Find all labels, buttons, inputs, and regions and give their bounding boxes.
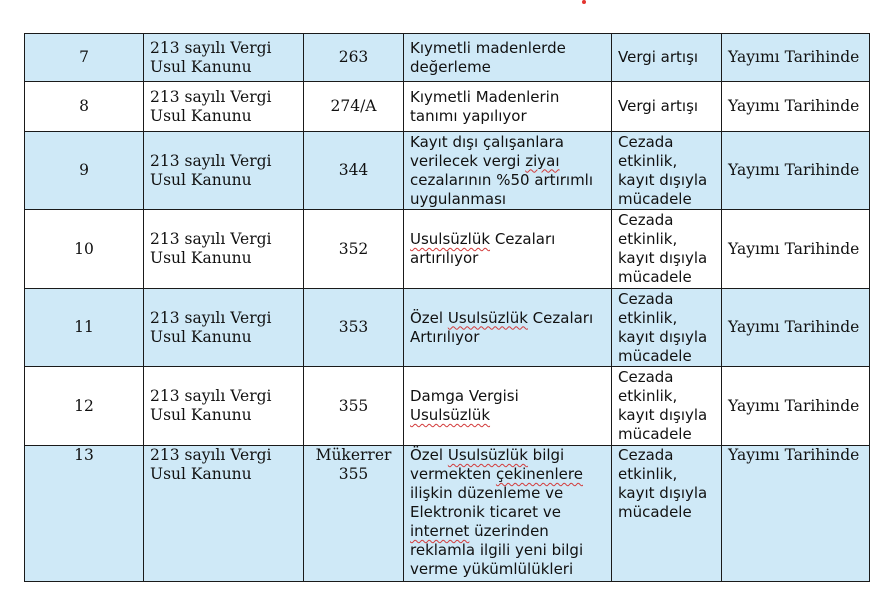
article-number	[304, 367, 404, 446]
red-dot-mark	[582, 0, 586, 4]
title-line: Kayıt dışı çalışanlara	[410, 132, 564, 151]
purpose-line: etkinlik,	[618, 151, 678, 170]
title-line: artırılıyor	[410, 249, 479, 267]
article-line: 263	[338, 48, 369, 66]
article-number	[304, 446, 404, 582]
purpose-line: kayıt dışıyla	[618, 406, 708, 424]
article-line: 353	[338, 318, 369, 336]
amendment-purpose	[612, 367, 722, 446]
law-line: Usul Kanunu	[150, 327, 252, 346]
law-line: 213 sayılı Vergi	[150, 308, 272, 327]
row-number: 9	[25, 132, 144, 210]
amendment-title	[404, 367, 612, 446]
article-line: 355	[338, 465, 369, 483]
row-number: 10	[25, 210, 144, 289]
title-line: cezalarının %50 artırımlı	[410, 170, 594, 189]
article-line: 355	[338, 396, 369, 415]
law-line: 213 sayılı Vergi	[150, 87, 272, 106]
effective-date: Yayımı Tarihinde	[722, 289, 870, 367]
amendment-purpose	[612, 210, 722, 289]
purpose-line: Cezada	[618, 211, 674, 229]
row-number: 13	[25, 446, 144, 582]
title-line: Kıymetli Madenlerin	[410, 87, 560, 106]
title-line: Kıymetli madenlerde	[410, 38, 566, 57]
purpose-line: mücadele	[618, 503, 692, 521]
law-line: 213 sayılı Vergi	[150, 230, 272, 248]
law-line: Usul Kanunu	[150, 465, 252, 483]
row-number: 7	[25, 34, 144, 82]
purpose-line: etkinlik,	[618, 387, 678, 405]
amendment-purpose	[612, 289, 722, 367]
table-row	[25, 446, 870, 582]
title-line: reklamla ilgili yeni bilgi	[410, 541, 584, 559]
title-line: verme yükümlülükleri	[410, 560, 574, 578]
law-line: 213 sayılı Vergi	[150, 387, 272, 405]
title-line: değerleme	[410, 57, 491, 76]
effective-date: Yayımı Tarihinde	[722, 34, 870, 82]
title-line: verilecek vergi ziyaı	[410, 151, 560, 170]
purpose-line: Vergi artışı	[618, 48, 699, 66]
row-number: 12	[25, 367, 144, 446]
purpose-line: etkinlik,	[618, 465, 678, 483]
effective-date: Yayımı Tarihinde	[722, 210, 870, 289]
law-name	[144, 82, 304, 132]
purpose-line: kayıt dışıyla	[618, 249, 708, 267]
purpose-line: mücadele	[618, 346, 692, 365]
title-line: internet üzerinden	[410, 522, 549, 540]
amendment-title	[404, 82, 612, 132]
purpose-line: Cezada	[618, 289, 674, 308]
law-line: Usul Kanunu	[150, 106, 252, 125]
law-line: 213 sayılı Vergi	[150, 151, 272, 170]
title-line: uygulanması	[410, 189, 507, 208]
purpose-line: Vergi artışı	[618, 97, 699, 115]
title-line: Özel Usulsüzlük bilgi	[410, 446, 565, 464]
purpose-line: Cezada	[618, 446, 674, 464]
purpose-line: kayıt dışıyla	[618, 484, 708, 502]
law-line: Usul Kanunu	[150, 406, 252, 424]
title-line: Damga Vergisi	[410, 387, 519, 405]
row-number: 11	[25, 289, 144, 367]
article-number	[304, 34, 404, 82]
law-line: Usul Kanunu	[150, 170, 252, 189]
row-number: 8	[25, 82, 144, 132]
amendment-title	[404, 34, 612, 82]
purpose-line: etkinlik,	[618, 230, 678, 248]
article-number	[304, 210, 404, 289]
title-line: Artırılıyor	[410, 327, 480, 346]
article-line: Mükerrer	[315, 446, 392, 464]
amendment-title	[404, 446, 612, 582]
law-name	[144, 34, 304, 82]
title-line: Özel Usulsüzlük Cezaları	[410, 308, 594, 327]
title-line: Usulsüzlük Cezaları	[410, 230, 556, 248]
article-line: 352	[338, 239, 369, 258]
effective-date: Yayımı Tarihinde	[722, 446, 870, 582]
article-number	[304, 82, 404, 132]
purpose-line: mücadele	[618, 268, 692, 286]
legislation-table	[24, 33, 870, 582]
title-line: Usulsüzlük	[410, 406, 491, 424]
table-row	[25, 289, 870, 367]
amendment-title	[404, 132, 612, 210]
law-name	[144, 289, 304, 367]
purpose-line: kayıt dışıyla	[618, 170, 708, 189]
article-number	[304, 289, 404, 367]
amendment-purpose	[612, 34, 722, 82]
law-line: 213 sayılı Vergi	[150, 38, 272, 57]
table-row	[25, 82, 870, 132]
effective-date: Yayımı Tarihinde	[722, 367, 870, 446]
purpose-line: etkinlik,	[618, 308, 678, 327]
law-name	[144, 210, 304, 289]
amendment-title	[404, 289, 612, 367]
purpose-line: mücadele	[618, 189, 692, 208]
table-row	[25, 210, 870, 289]
amendment-purpose	[612, 132, 722, 210]
article-number	[304, 132, 404, 210]
purpose-line: Cezada	[618, 368, 674, 386]
law-name	[144, 367, 304, 446]
law-line: Usul Kanunu	[150, 249, 252, 267]
title-line: Elektronik ticaret ve	[410, 503, 561, 521]
purpose-line: kayıt dışıyla	[618, 327, 708, 346]
table-row	[25, 367, 870, 446]
law-name	[144, 132, 304, 210]
effective-date: Yayımı Tarihinde	[722, 132, 870, 210]
effective-date: Yayımı Tarihinde	[722, 82, 870, 132]
table-row	[25, 132, 870, 210]
article-line: 274/A	[330, 97, 377, 115]
law-name	[144, 446, 304, 582]
title-line: vermekten çekinenlere	[410, 465, 583, 483]
law-line: 213 sayılı Vergi	[150, 446, 272, 464]
law-line: Usul Kanunu	[150, 57, 252, 76]
amendment-title	[404, 210, 612, 289]
title-line: tanımı yapılıyor	[410, 106, 527, 125]
amendment-purpose	[612, 446, 722, 582]
purpose-line: mücadele	[618, 425, 692, 443]
amendment-purpose	[612, 82, 722, 132]
purpose-line: Cezada	[618, 132, 674, 151]
article-line: 344	[338, 161, 369, 179]
table-row	[25, 34, 870, 82]
title-line: ilişkin düzenleme ve	[410, 484, 564, 502]
